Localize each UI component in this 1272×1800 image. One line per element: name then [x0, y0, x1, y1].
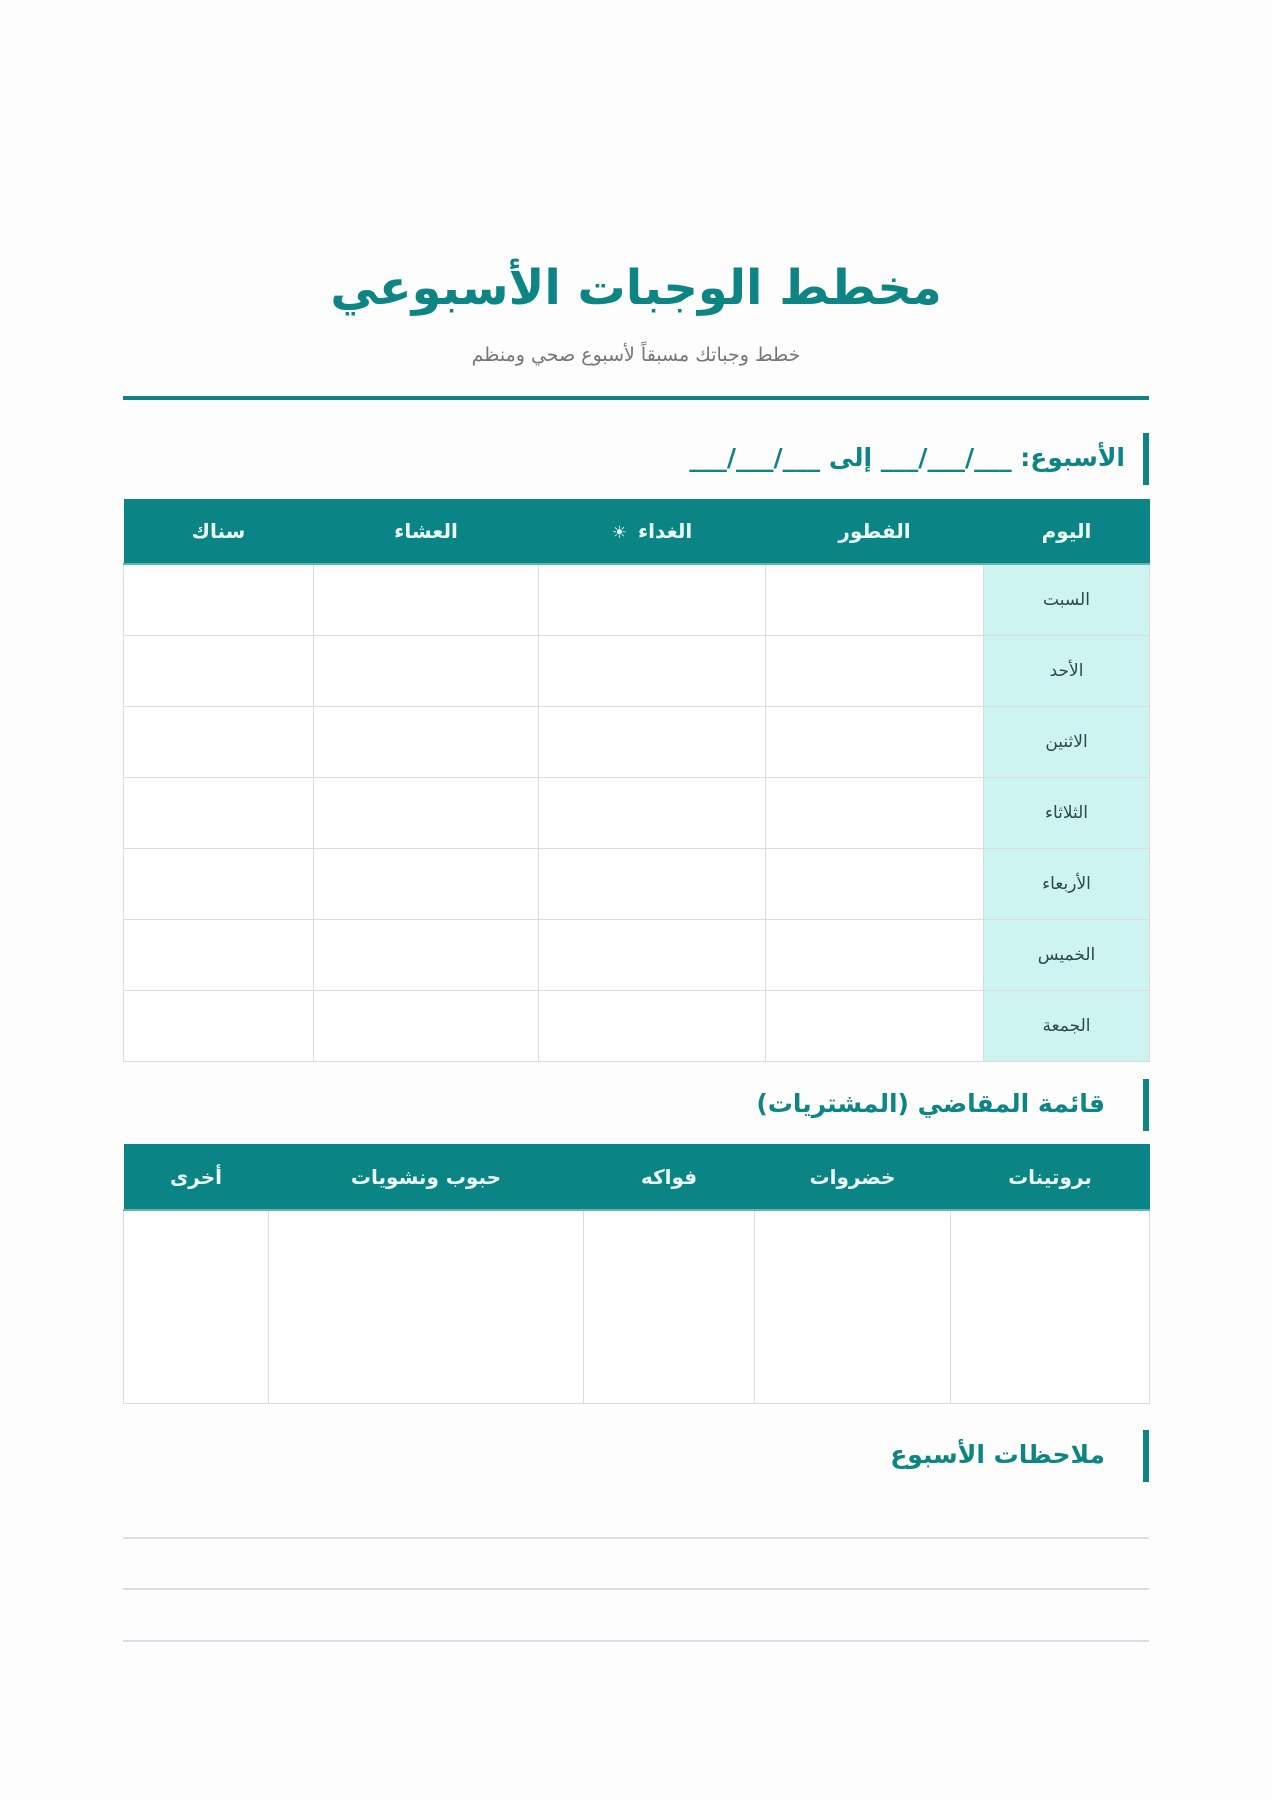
accent-bar: [1143, 433, 1149, 485]
week-range-field[interactable]: الأسبوع: ___/___/___ إلى ___/___/___: [689, 443, 1125, 472]
snack-cell[interactable]: [124, 636, 314, 707]
title-divider: [123, 396, 1149, 400]
accent-bar: [1143, 1430, 1149, 1482]
breakfast-cell[interactable]: [766, 849, 984, 920]
fruits-cell[interactable]: [584, 1210, 755, 1404]
column-header-breakfast: الفطور: [766, 499, 984, 564]
snack-cell[interactable]: [124, 778, 314, 849]
notes-heading-text: ملاحظات الأسبوع: [890, 1440, 1105, 1469]
breakfast-cell[interactable]: [766, 564, 984, 636]
day-cell: السبت: [984, 564, 1150, 636]
lunch-cell[interactable]: [539, 564, 766, 636]
lunch-cell[interactable]: [539, 778, 766, 849]
grocery-header-row: [124, 1144, 1150, 1210]
snack-cell[interactable]: [124, 991, 314, 1062]
grocery-heading-text: قائمة المقاضي (المشتريات): [756, 1089, 1105, 1118]
lunch-cell[interactable]: [539, 849, 766, 920]
accent-bar: [1143, 1079, 1149, 1131]
column-header-day: اليوم: [984, 499, 1150, 564]
table-row: [124, 564, 1150, 636]
column-header-other: أخرى: [124, 1144, 269, 1210]
table-row: [124, 849, 1150, 920]
day-cell: الاثنين: [984, 707, 1150, 778]
notes-heading: [123, 1430, 1149, 1482]
notes-line[interactable]: [123, 1537, 1149, 1539]
proteins-cell[interactable]: [951, 1210, 1150, 1404]
grocery-table: [123, 1144, 1150, 1404]
grocery-heading: [123, 1079, 1149, 1131]
day-cell: الخميس: [984, 920, 1150, 991]
vegetables-cell[interactable]: [755, 1210, 951, 1404]
snack-cell[interactable]: [124, 849, 314, 920]
other-cell[interactable]: [124, 1210, 269, 1404]
column-header-grains: حبوب ونشويات: [269, 1144, 584, 1210]
breakfast-cell[interactable]: [766, 991, 984, 1062]
notes-line[interactable]: [123, 1588, 1149, 1590]
table-row: [124, 636, 1150, 707]
day-cell: الثلاثاء: [984, 778, 1150, 849]
meal-table-header-row: [124, 499, 1150, 564]
dinner-cell[interactable]: [314, 564, 539, 636]
meal-plan-table: [123, 499, 1150, 1062]
column-header-lunch: الغداء ☀: [539, 499, 766, 564]
table-row: [124, 778, 1150, 849]
table-row: [124, 991, 1150, 1062]
table-row: [124, 920, 1150, 991]
sun-icon: ☀: [611, 523, 627, 543]
notes-line[interactable]: [123, 1640, 1149, 1642]
day-cell: الجمعة: [984, 991, 1150, 1062]
breakfast-cell[interactable]: [766, 778, 984, 849]
breakfast-cell[interactable]: [766, 636, 984, 707]
snack-cell[interactable]: [124, 920, 314, 991]
lunch-cell[interactable]: [539, 991, 766, 1062]
column-header-snack: سناك: [124, 499, 314, 564]
dinner-cell[interactable]: [314, 849, 539, 920]
lunch-cell[interactable]: [539, 920, 766, 991]
dinner-cell[interactable]: [314, 636, 539, 707]
snack-cell[interactable]: [124, 707, 314, 778]
column-header-vegetables: خضروات: [755, 1144, 951, 1210]
week-heading: [123, 433, 1149, 485]
day-cell: الأحد: [984, 636, 1150, 707]
table-row: [124, 1210, 1150, 1404]
page-subtitle: خطط وجباتك مسبقاً لأسبوع صحي ومنظم: [471, 344, 801, 366]
page-title: مخطط الوجبات الأسبوعي: [330, 260, 942, 316]
day-cell: الأربعاء: [984, 849, 1150, 920]
lunch-cell[interactable]: [539, 707, 766, 778]
dinner-cell[interactable]: [314, 778, 539, 849]
dinner-cell[interactable]: [314, 707, 539, 778]
snack-cell[interactable]: [124, 564, 314, 636]
column-header-proteins: بروتينات: [951, 1144, 1150, 1210]
grains-cell[interactable]: [269, 1210, 584, 1404]
column-header-dinner: العشاء: [314, 499, 539, 564]
table-row: [124, 707, 1150, 778]
column-header-fruits: فواكه: [584, 1144, 755, 1210]
breakfast-cell[interactable]: [766, 707, 984, 778]
breakfast-cell[interactable]: [766, 920, 984, 991]
dinner-cell[interactable]: [314, 991, 539, 1062]
dinner-cell[interactable]: [314, 920, 539, 991]
lunch-cell[interactable]: [539, 636, 766, 707]
